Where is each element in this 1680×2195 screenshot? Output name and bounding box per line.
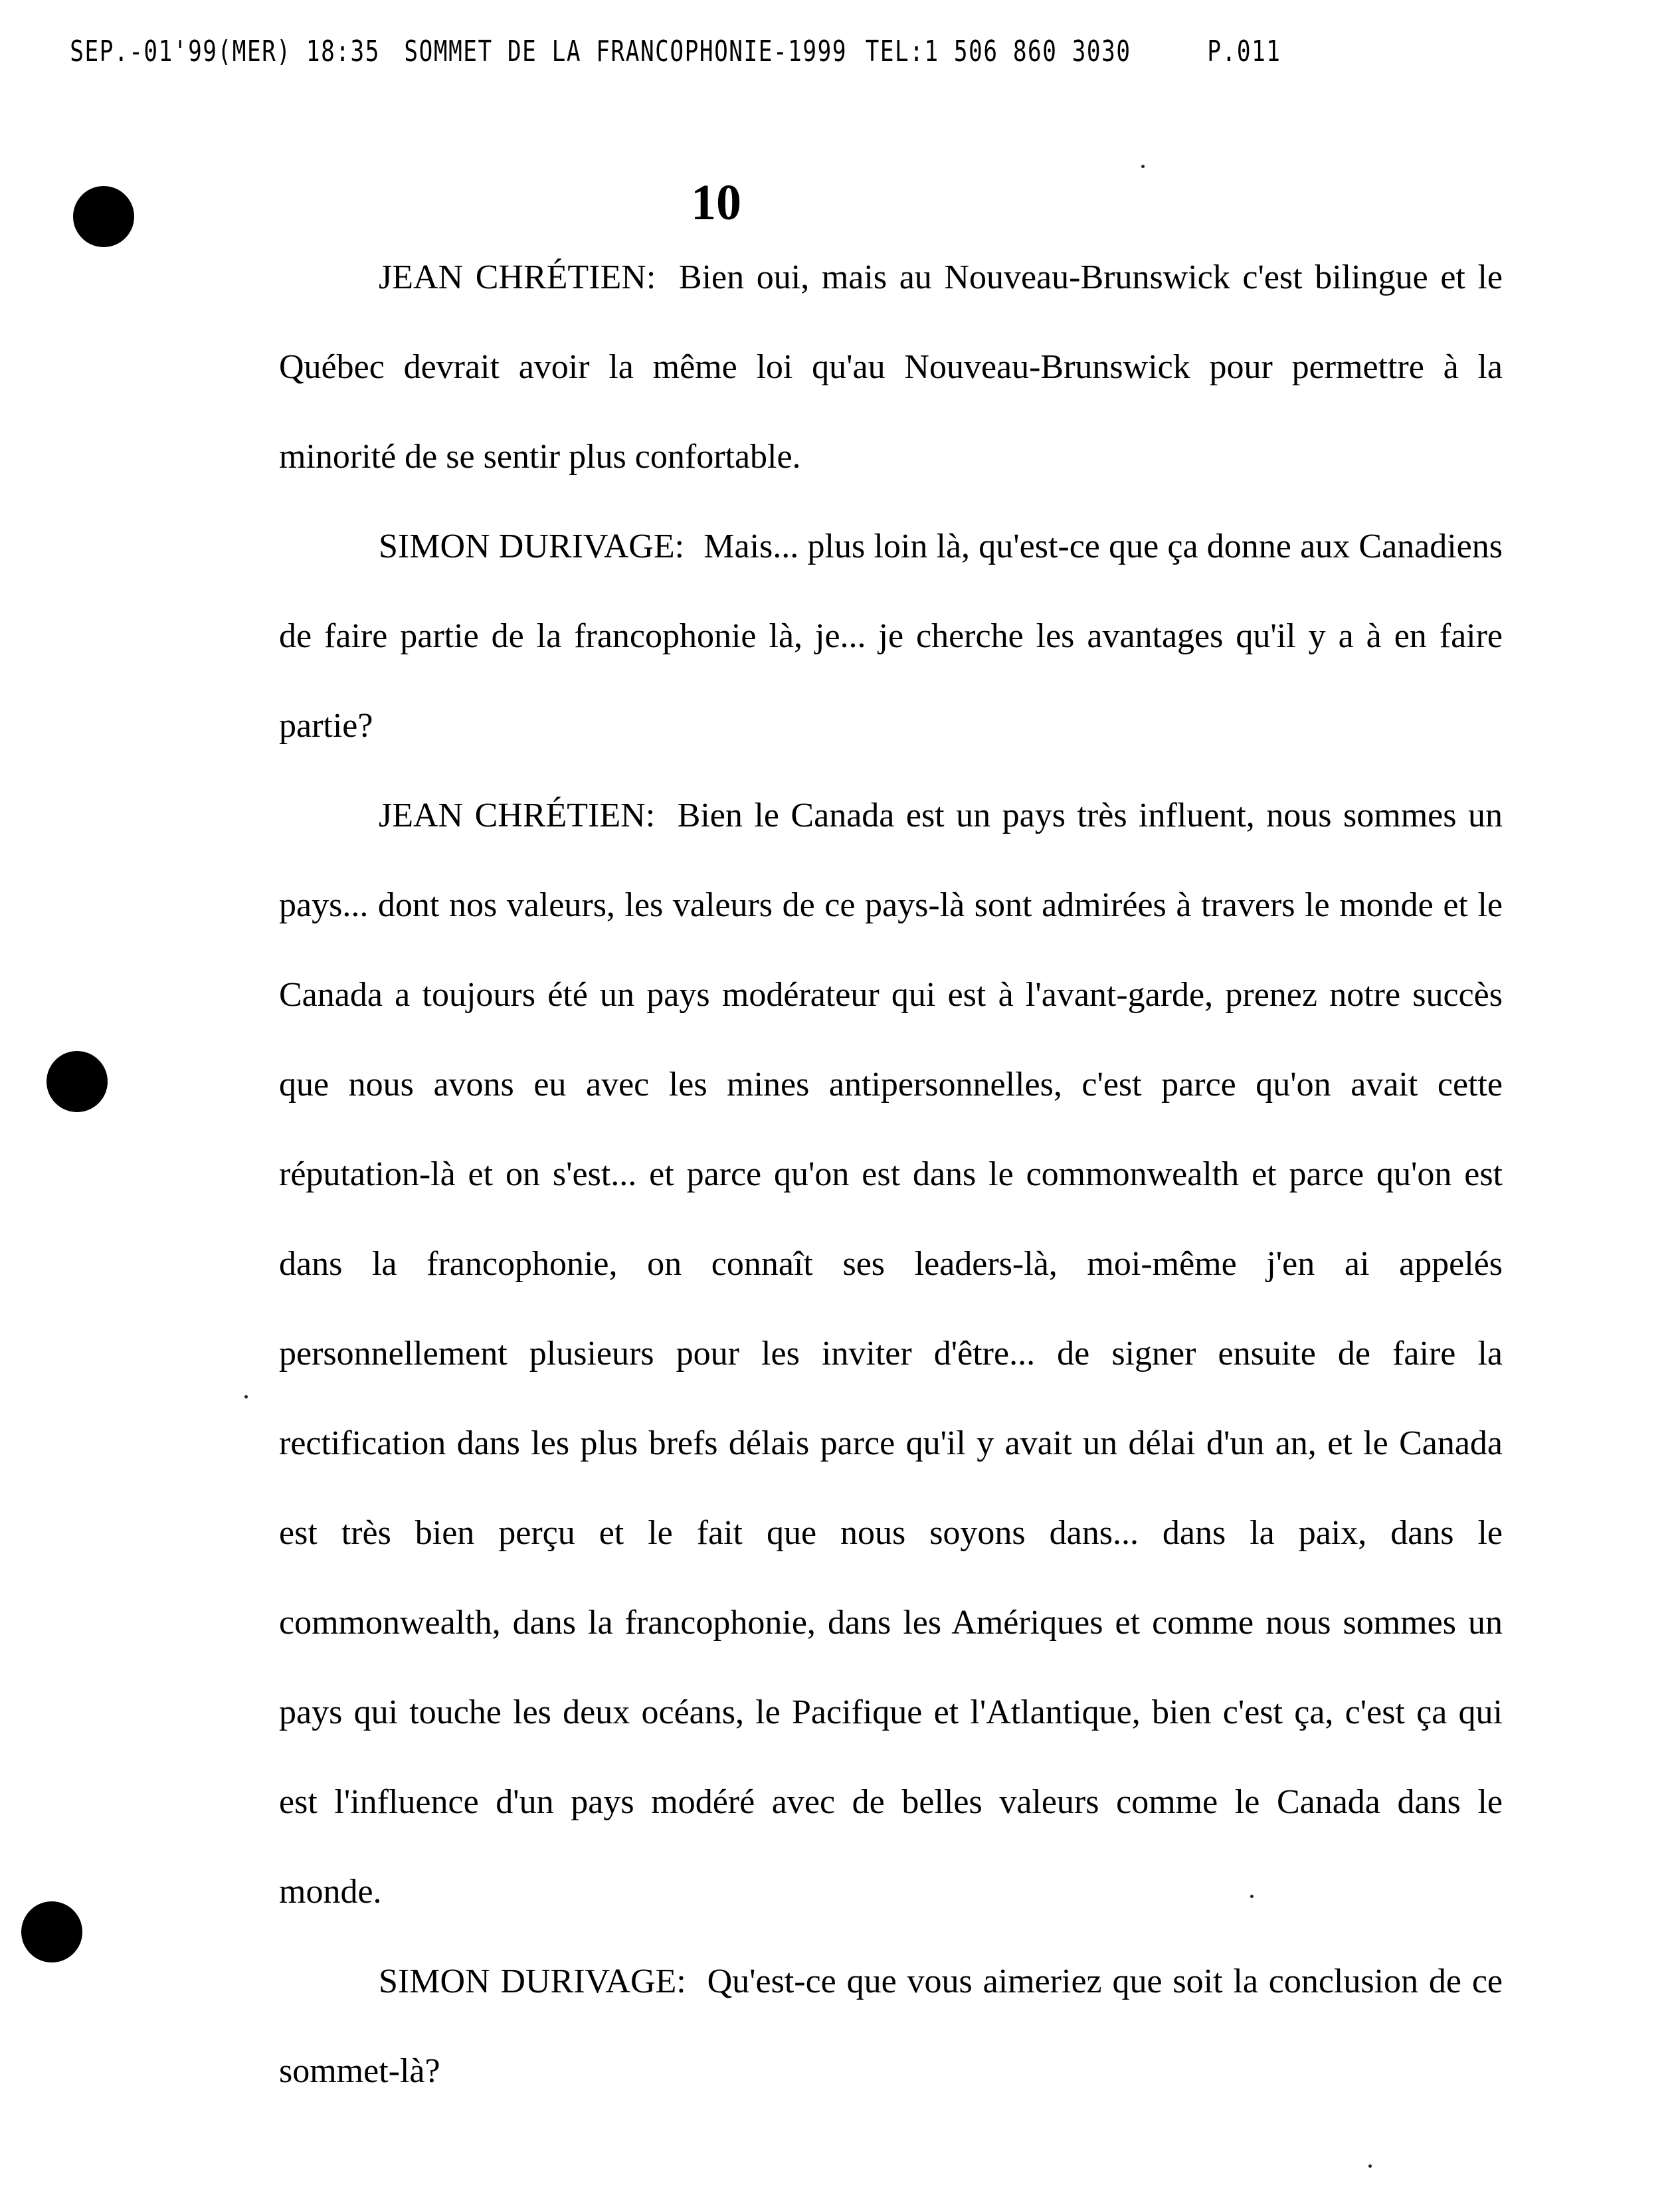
interview-transcript: [279, 233, 1503, 2116]
scan-speck: [1368, 2164, 1372, 2168]
punch-hole-top: [73, 186, 134, 247]
fax-date-time: SEP.-01'99(MER) 18:35: [70, 35, 380, 68]
speaker-name: SIMON DURIVAGE:: [379, 1962, 686, 2000]
speaker-name: JEAN CHRÉTIEN:: [379, 258, 656, 296]
fax-page-indicator: P.011: [1207, 35, 1281, 68]
fax-phone: TEL:1 506 860 3030: [865, 35, 1131, 68]
speech-text: Bien oui, mais au Nouveau-Brunswick c'est bilingue et le Québec devrait avoir la même loi qu'au Nouveau-Brunswick pour permettre à la minorité de se sentir plus confortable.: [279, 258, 1503, 476]
fax-header: [0, 35, 1311, 81]
speech-text: Bien le Canada est un pays très influent, nous sommes un pays... dont nos valeurs, les valeurs de ce pays-là sont admirées à travers le monde et le Canada a toujours été un pays modérateur qui est à l'avant-garde, prenez notre succès que nous avons eu avec les mines antipersonnelles, c'est parce qu'on avait cette réputation-là et on s'est... et parce qu'on est dans le commonwealth et parce qu'on est dans la francophonie, on connaît ses leaders-là, moi-même j'en ai appelés personnellement plusieurs pour les inviter d'être... de signer ensuite de faire la rectification dans les plus brefs délais parce qu'il y avait un délai d'un an, et le Canada est très bien perçu et le fait que nous soyons dans... dans la paix, dans le commonwealth, dans la francophonie, dans les Amériques et comme nous sommes un pays qui touche les deux océans, le Pacifique et l'Atlantique, bien c'est ça, c'est ça qui est l'influence d'un pays modéré avec de belles valeurs comme le Canada dans le monde.: [279, 797, 1503, 1911]
speaker-name: JEAN CHRÉTIEN:: [379, 797, 656, 834]
page-number: 10: [691, 175, 741, 231]
speaker-name: SIMON DURIVAGE:: [379, 527, 685, 565]
scan-speck: [244, 1395, 248, 1398]
fax-sender-title: SOMMET DE LA FRANCOPHONIE-1999: [404, 35, 848, 68]
scan-speck: [1141, 165, 1145, 168]
punch-hole-bottom: [21, 1901, 82, 1962]
transcript-paragraph: [279, 502, 1503, 771]
transcript-paragraph: [279, 771, 1503, 1937]
speech-text: Qu'est-ce que vous aimeriez que soit la conclusion de ce sommet-là?: [279, 1962, 1503, 2090]
punch-hole-middle: [47, 1051, 108, 1112]
speech-text: Mais... plus loin là, qu'est-ce que ça donne aux Canadiens de faire partie de la francophonie là, je... je cherche les avantages qu'il y a à en faire partie?: [279, 527, 1503, 745]
transcript-paragraph: [279, 1937, 1503, 2116]
transcript-paragraph: [279, 233, 1503, 502]
